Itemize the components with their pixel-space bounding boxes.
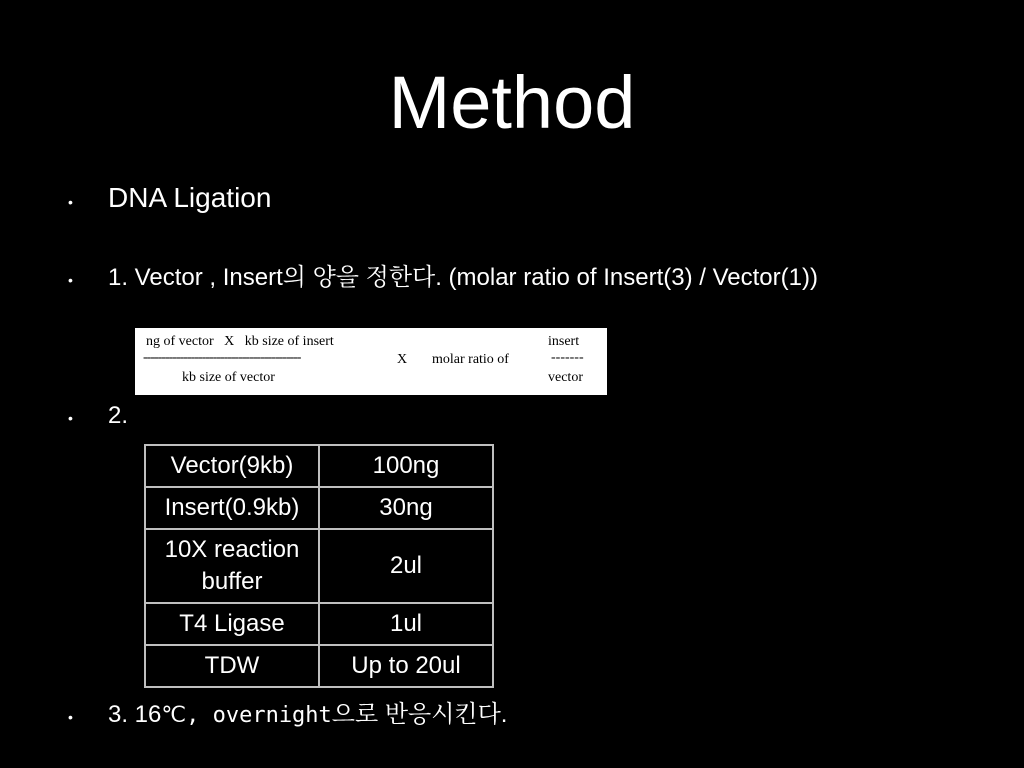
step3-suffix: 으로 반응시킨다. [331,701,508,728]
bullet-step-3 [68,694,507,729]
amount-cell: Up to 20ul [319,645,493,687]
bullet-step-2 [68,402,128,430]
amount-cell: 30ng [319,487,493,529]
component-cell: Vector(9kb) [145,445,319,487]
formula-numerator: ng of vector X kb size of insert [146,334,334,349]
formula-ratio-label: molar ratio of [432,352,509,367]
amount-cell: 1ul [319,603,493,645]
bullet-glyph: • [68,410,73,426]
formula-ratio-top: insert [548,334,580,349]
bullet-text: 1. Vector , Insert의 양을 정한다. (molar ratio of Insert(3) / Vector(1)) [108,264,818,291]
table-row [145,529,493,603]
component-cell: Insert(0.9kb) [145,487,319,529]
formula-ratio-line: ------- [551,350,584,365]
bullet-dna-ligation [68,182,271,214]
component-cell: 10X reaction buffer [145,529,319,603]
table-row [145,603,493,645]
bullet-text: DNA Ligation [108,182,272,213]
slide-title: Method [388,61,636,144]
amount-cell: 100ng [319,445,493,487]
table-row [145,645,493,687]
table-row [145,445,493,487]
table-row [145,487,493,529]
formula-ratio-bottom: vector [548,370,583,385]
bullet-text: 2. [108,402,129,429]
ligation-reaction-table [144,444,494,688]
bullet-glyph: • [68,194,73,210]
component-cell: T4 Ligase [145,603,319,645]
bullet-step-1 [68,257,818,292]
bullet-glyph: • [68,709,73,725]
bullet-text [108,694,507,729]
formula-multiply: X [397,352,408,367]
amount-cell: 2ul [319,529,493,603]
bullet-glyph: • [68,272,73,288]
molar-ratio-formula [135,328,607,395]
step3-prefix: 3. 16 [108,701,162,728]
formula-denominator: kb size of vector [182,370,275,385]
component-cell: TDW [145,645,319,687]
formula-fraction-line: ------------------------------------------- [143,350,301,365]
step3-condition: ℃, overnight [161,703,332,728]
